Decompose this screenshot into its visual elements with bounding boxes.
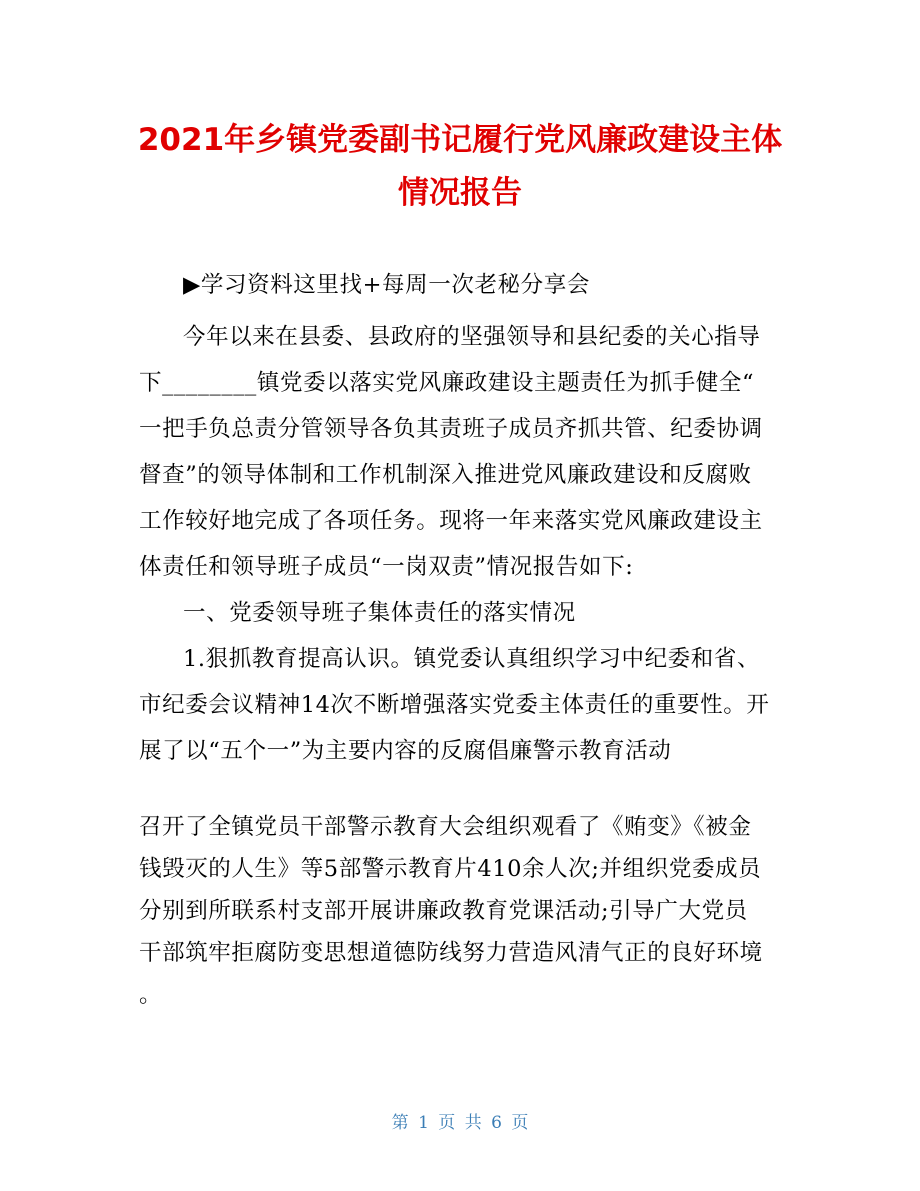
page-number-footer: 第 1 页 共 6 页 [391,1113,529,1133]
body-line: 展了以“五个一”为主要内容的反腐倡廉警示教育活动 [139,738,672,764]
section-heading: 一、党委领导班子集体责任的落实情况 [183,600,576,626]
body-line: 一把手负总责分管领导各负其责班子成员齐抓共管、纪委协调 [139,416,763,442]
body-line: 钱毁灭的人生》等5部警示教育片410余人次;并组织党委成员 [139,856,762,882]
document-title-line-2: 情况报告 [398,175,522,211]
body-line: 下________镇党委以落实党风廉政建设主题责任为抓手健全“ [139,370,755,396]
body-line: 今年以来在县委、县政府的坚强领导和县纪委的关心指导 [183,324,761,350]
resource-link-line[interactable]: ▶学习资料这里找+每周一次老秘分享会 [183,272,590,298]
body-line: 分别到所联系村支部开展讲廉政教育党课活动;引导广大党员 [139,898,748,924]
body-line: 干部筑牢拒腐防变思想道德防线努力营造风清气正的良好环境 [139,940,763,966]
body-line: 召开了全镇党员干部警示教育大会组织观看了《贿变》《被金 [139,814,752,840]
body-line: 市纪委会议精神14次不断增强落实党委主体责任的重要性。开 [139,692,770,718]
body-line: 督查”的领导体制和工作机制深入推进党风廉政建设和反腐败 [139,462,752,488]
document-title-line-1: 2021年乡镇党委副书记履行党风廉政建设主体 [137,122,783,158]
body-line: 。 [139,982,163,1008]
body-line: 1.狠抓教育提高认识。镇党委认真组织学习中纪委和省、 [183,646,761,672]
body-line: 工作较好地完成了各项任务。现将一年来落实党风廉政建设主 [139,508,763,534]
body-line: 体责任和领导班子成员“一岗双责”情况报告如下: [139,554,634,580]
